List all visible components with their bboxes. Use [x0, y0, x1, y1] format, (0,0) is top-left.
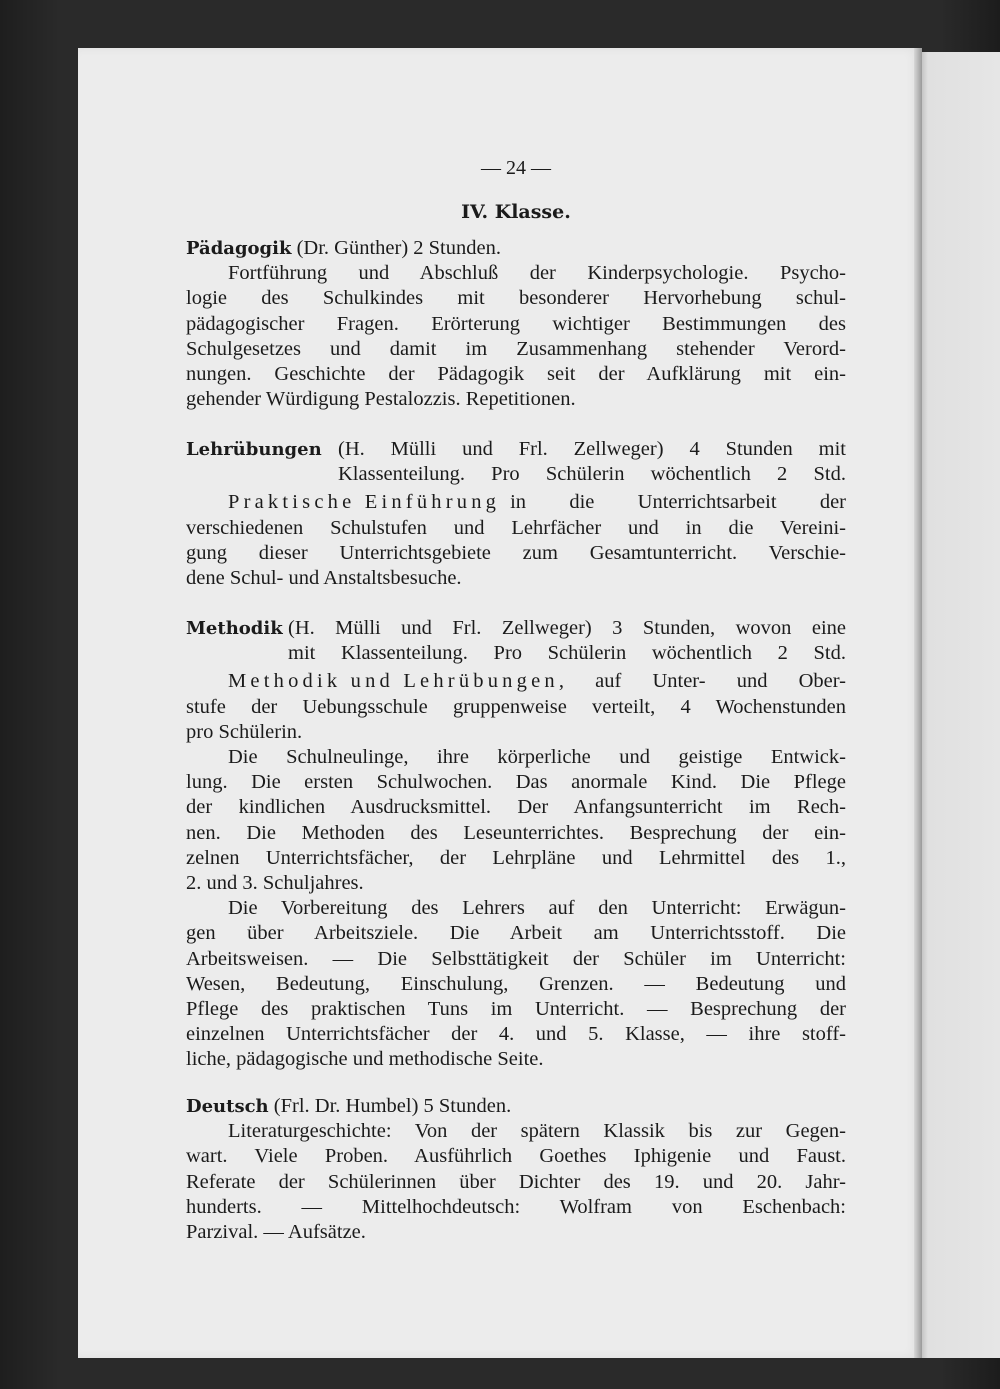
methodik-p2-line-5 [186, 846, 846, 871]
text-line: Die Vorbereitung des Lehrers auf den Unterricht: Erwägun- [228, 897, 846, 920]
page-number: — 24 — [481, 157, 551, 179]
deutsch-line-2 [186, 1144, 846, 1169]
subject-teacher: (H. Mülli und Frl. Zellweger) 4 Stunden mit [338, 438, 846, 460]
text-line: Literaturgeschichte: Von der spätern Klassik bis zur Gegen- [228, 1120, 846, 1143]
methodik-p1-line-3 [186, 720, 846, 745]
spaced-emphasis: Methodik und Lehrübungen [228, 670, 559, 693]
methodik-p2-line-1 [228, 745, 846, 770]
text-line: 2. und 3. Schuljahres. [186, 872, 364, 895]
methodik-p3-line-1 [228, 896, 846, 921]
paedagogik-line-3 [186, 312, 846, 337]
methodik-p3-line-3 [186, 947, 846, 972]
paedagogik-header [186, 236, 846, 261]
text-line: einzelnen Unterrichtsfächer der 4. und 5. Klasse, — ihre stoff- [186, 1023, 846, 1046]
methodik-p2-line-4 [186, 821, 846, 846]
text-line: gung dieser Unterrichtsgebiete zum Gesamtunterricht. Verschie- [186, 541, 846, 564]
lehruebungen-line-1 [228, 490, 846, 515]
section-paedagogik [186, 236, 846, 412]
text-line: Wesen, Bedeutung, Einschulung, Grenzen. — Bedeutung und [186, 972, 846, 995]
text-line: , auf Unter- und Ober- [558, 670, 846, 693]
text-line: logie des Schulkindes mit besonderer Hervorhebung schul- [186, 287, 846, 310]
subject-title: Methodik [186, 618, 283, 639]
text-line: verschiedenen Schulstufen und Lehrfächer und in die Vereini- [186, 516, 846, 539]
methodik-header-2 [288, 641, 846, 666]
deutsch-line-4 [186, 1195, 846, 1220]
methodik-p3-line-2 [186, 921, 846, 946]
subject-teacher: (Frl. Dr. Humbel) 5 Stunden. [273, 1095, 512, 1117]
text-line: lung. Die ersten Schulwochen. Das anormale Kind. Die Pflege [186, 771, 846, 794]
lehruebungen-header-2 [338, 462, 846, 487]
paedagogik-line-5 [186, 362, 846, 387]
text-line: nungen. Geschichte der Pädagogik seit der Aufklärung mit ein- [186, 363, 846, 386]
text-line: nen. Die Methoden des Leseunterrichtes. Besprechung der ein- [186, 821, 846, 844]
text-line: wart. Viele Proben. Ausführlich Goethes Iphigenie und Faust. [186, 1145, 846, 1168]
section-deutsch [186, 1094, 846, 1245]
text-line: pro Schülerin. [186, 720, 303, 743]
spaced-emphasis: Praktische Einführung [228, 491, 501, 514]
text-line: gehender Würdigung Pestalozzis. Repetitionen. [186, 388, 576, 411]
paedagogik-line-4 [186, 337, 846, 362]
text-line: zelnen Unterrichtsfächer, der Lehrpläne und Lehrmittel des 1., [186, 846, 846, 869]
text-line: der kindlichen Ausdrucksmittel. Der Anfangsunterricht im Rech- [186, 796, 846, 819]
text-line: Referate der Schülerinnen über Dichter des 19. und 20. Jahr- [186, 1170, 846, 1193]
lehruebungen-line-2 [186, 516, 846, 541]
text-line: mit Klassenteilung. Pro Schülerin wöchentlich 2 Std. [288, 642, 846, 665]
section-methodik [186, 616, 846, 1073]
subject-teacher: (Dr. Günther) 2 Stunden. [296, 237, 501, 259]
methodik-p3-line-4 [186, 972, 846, 997]
section-lehruebungen [186, 437, 846, 591]
methodik-p3-line-6 [186, 1022, 846, 1047]
text-line: Klassenteilung. Pro Schülerin wöchentlich 2 Std. [338, 463, 846, 486]
deutsch-line-1 [228, 1119, 846, 1144]
text-line: Parzival. — Aufsätze. [186, 1221, 366, 1244]
lehruebungen-line-3 [186, 541, 846, 566]
deutsch-line-3 [186, 1170, 846, 1195]
methodik-p2-line-2 [186, 770, 846, 795]
methodik-header-1 [186, 616, 846, 641]
methodik-p1-line-2 [186, 695, 846, 720]
deutsch-line-5 [186, 1220, 846, 1245]
text-line: Schulgesetzes und damit im Zusammenhang stehender Verord- [186, 337, 846, 360]
text-line: pädagogischer Fragen. Erörterung wichtiger Bestimmungen des [186, 312, 846, 335]
text-line: gen über Arbeitsziele. Die Arbeit am Unterrichtsstoff. Die [186, 922, 846, 945]
deutsch-header [186, 1094, 846, 1119]
page-gutter [914, 48, 922, 1358]
methodik-p2-line-3 [186, 795, 846, 820]
paedagogik-line-2 [186, 286, 846, 311]
text-line: Die Schulneulinge, ihre körperliche und geistige Entwick- [228, 746, 846, 769]
methodik-p1-line-1 [228, 669, 846, 694]
paedagogik-line-6 [186, 387, 846, 412]
methodik-p3-line-7 [186, 1047, 846, 1072]
text-line: Fortführung und Abschluß der Kinderpsychologie. Psycho- [228, 262, 846, 285]
text-line: stufe der Uebungsschule gruppenweise verteilt, 4 Wochenstunden [186, 695, 846, 718]
text-line: Arbeitsweisen. — Die Selbsttätigkeit der Schüler im Unterricht: [186, 947, 846, 970]
text-line: liche, pädagogische und methodische Seite. [186, 1048, 544, 1071]
lehruebungen-line-4 [186, 566, 846, 591]
page-heading: IV. Klasse. [461, 201, 571, 223]
methodik-p2-line-6 [186, 871, 846, 896]
text-line: dene Schul- und Anstaltsbesuche. [186, 567, 462, 590]
subject-title: Pädagogik [186, 238, 292, 259]
subject-title: Lehrübungen [186, 439, 322, 460]
subject-teacher: (H. Mülli und Frl. Zellweger) 3 Stunden, wovon eine [288, 617, 846, 639]
text-line: Pflege des praktischen Tuns im Unterricht. — Besprechung der [186, 998, 846, 1021]
paedagogik-line-1 [228, 261, 846, 286]
lehruebungen-header-1 [186, 437, 846, 462]
book-page [78, 48, 920, 1358]
subject-title: Deutsch [186, 1096, 269, 1117]
methodik-p3-line-5 [186, 997, 846, 1022]
text-line: in die Unterrichtsarbeit der [510, 491, 846, 514]
text-line: hunderts. — Mittelhochdeutsch: Wolfram von Eschenbach: [186, 1195, 846, 1218]
